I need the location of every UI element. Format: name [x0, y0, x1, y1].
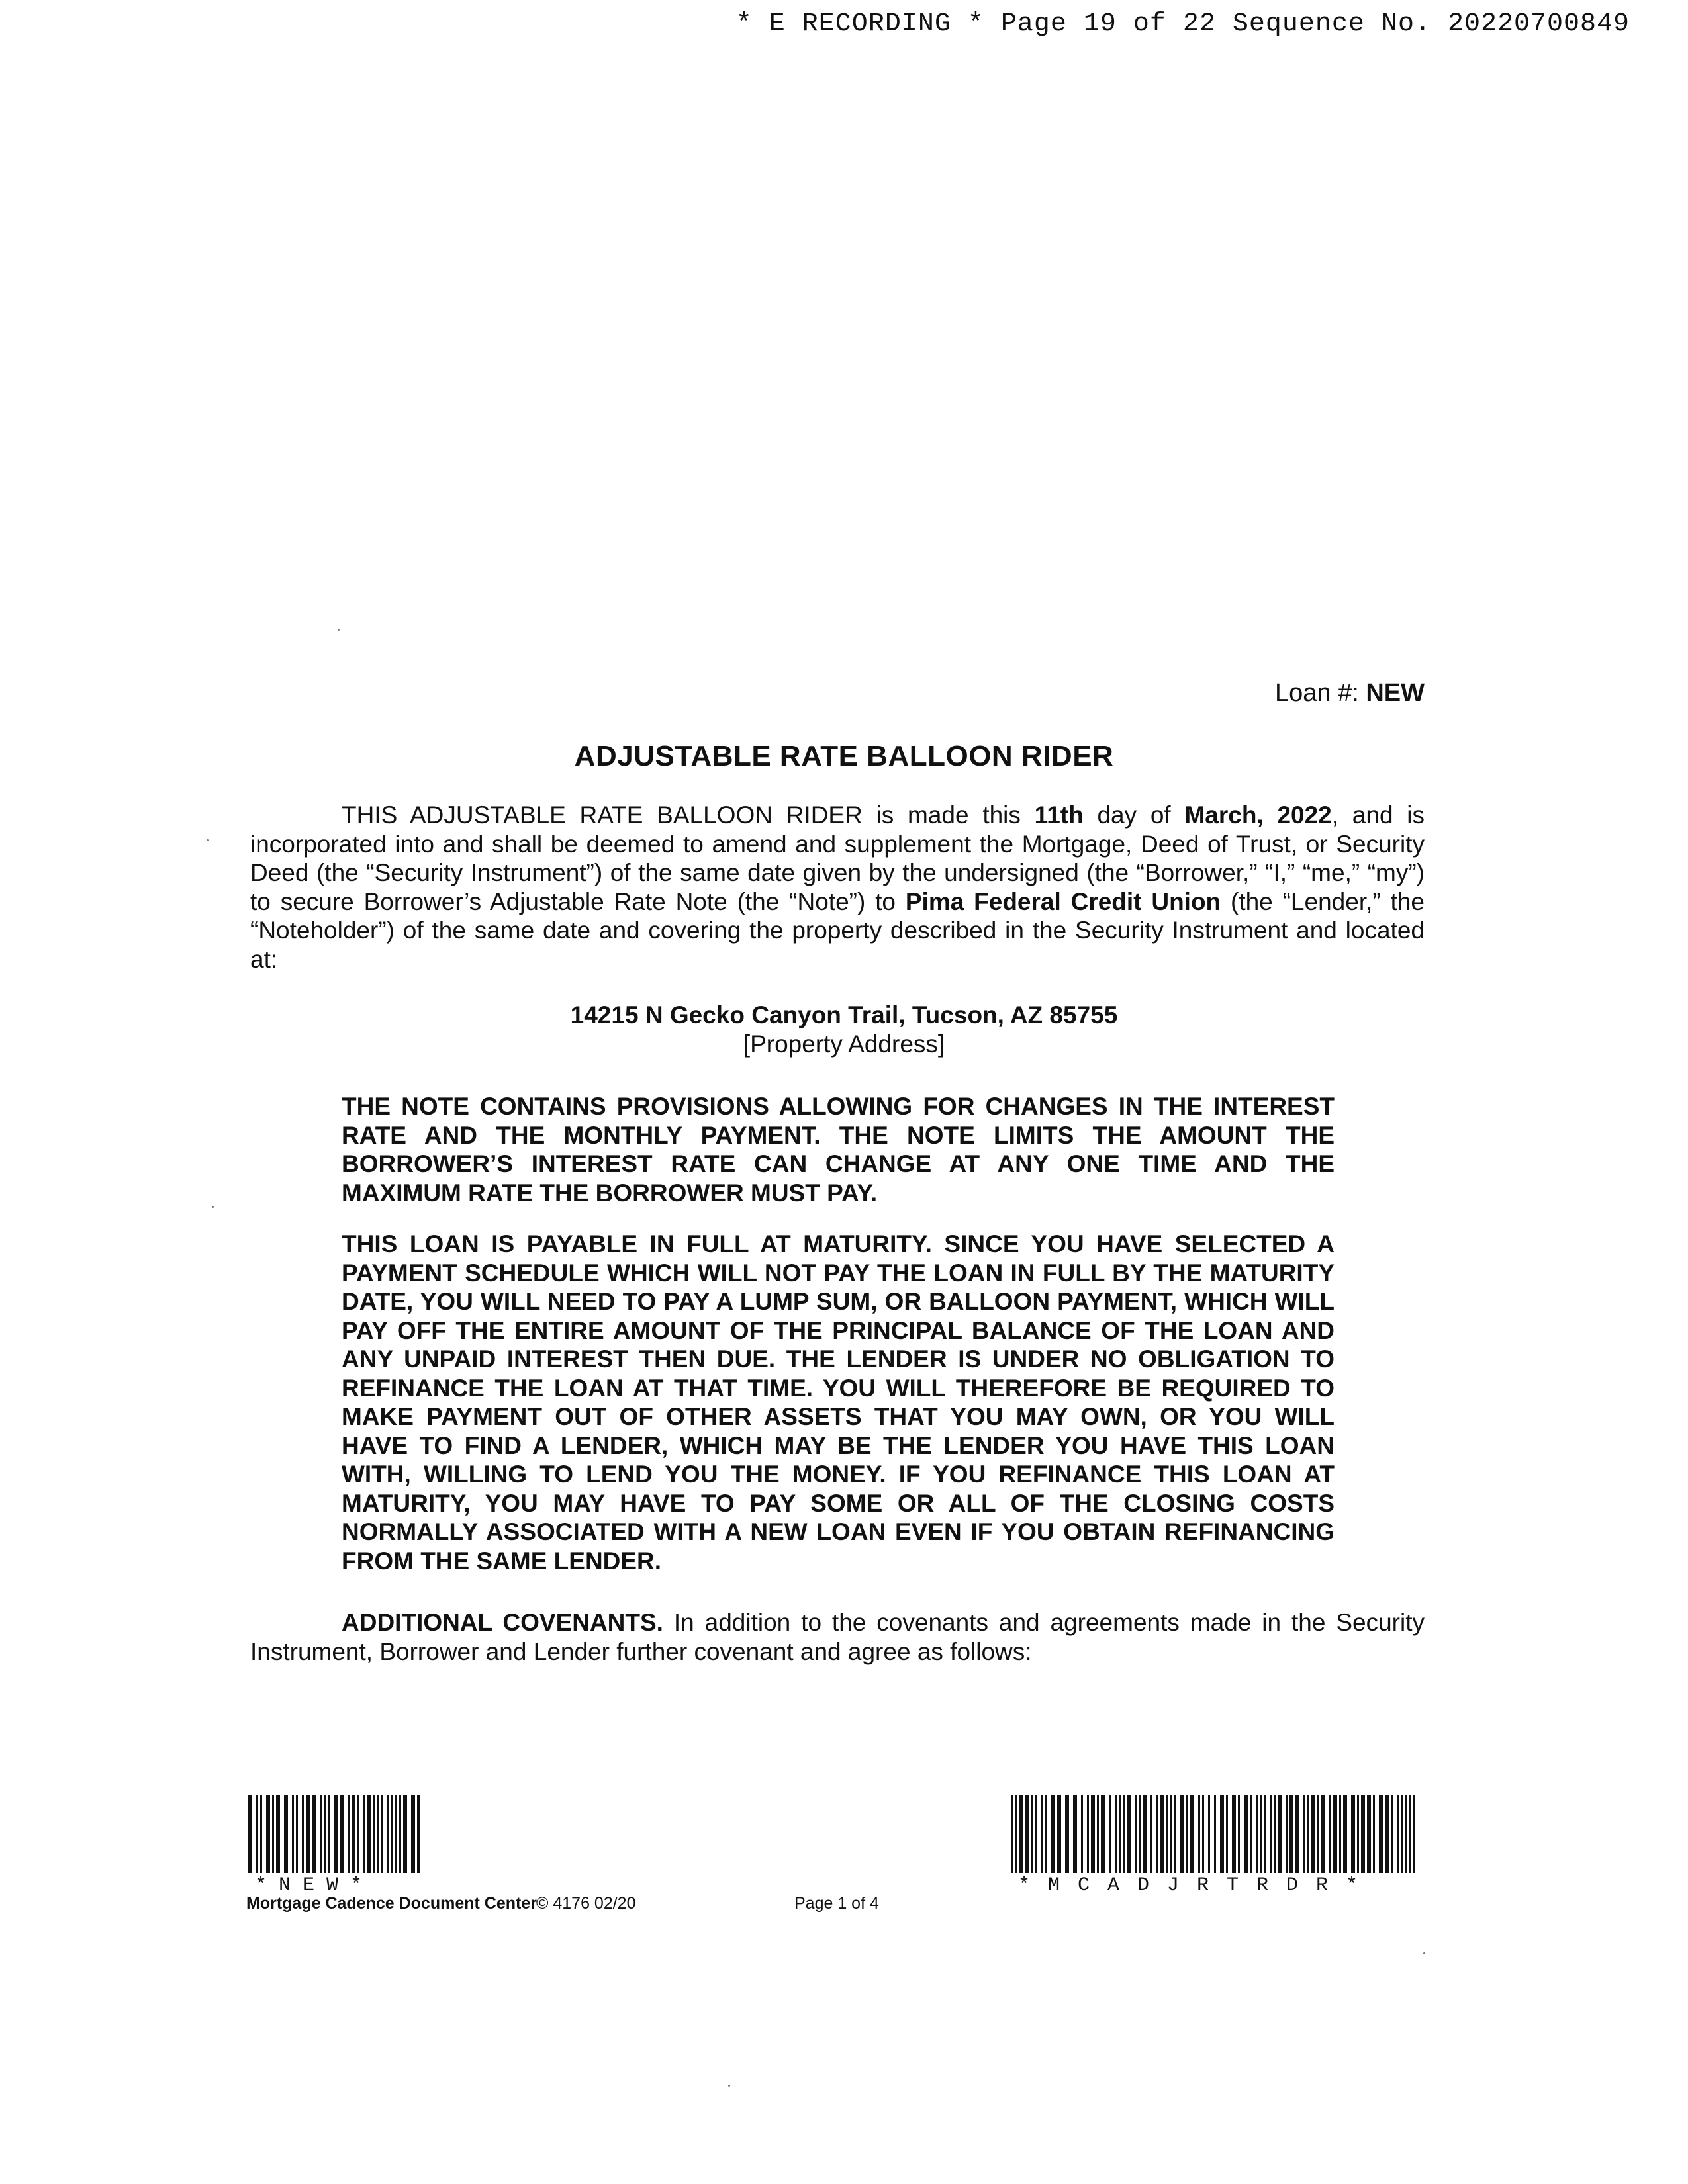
- barcode-bar: [1317, 1795, 1319, 1873]
- barcode-bar: [1015, 1795, 1017, 1873]
- barcode-bar: [367, 1795, 371, 1873]
- doc-center-label: Mortgage Cadence Document Center: [246, 1894, 537, 1913]
- barcode-bar: [1373, 1795, 1375, 1873]
- loan-number-line: [1275, 679, 1425, 707]
- barcode-bar: [1367, 1795, 1371, 1873]
- barcode-bar: [1361, 1795, 1365, 1873]
- barcode-bar: [1303, 1795, 1305, 1873]
- additional-covenants-paragraph: [250, 1608, 1425, 1666]
- barcode-bar: [1127, 1795, 1131, 1873]
- barcode-bar: [1081, 1795, 1083, 1873]
- barcode-bar: [1264, 1795, 1266, 1873]
- barcode-bar: [373, 1795, 375, 1873]
- barcode-bar: [1401, 1795, 1403, 1873]
- barcode-bar: [1405, 1795, 1407, 1873]
- scan-speck: [212, 1206, 214, 1208]
- barcode-bar: [266, 1795, 270, 1873]
- barcode-bar: [1208, 1795, 1210, 1873]
- barcode-left-text: *NEW*: [255, 1874, 375, 1897]
- lender-name: Pima Federal Credit Union: [905, 887, 1221, 915]
- scan-speck: [338, 629, 340, 631]
- barcode-bar: [357, 1795, 359, 1873]
- barcode-bar: [324, 1795, 326, 1873]
- barcode-right-bars: [1011, 1795, 1418, 1873]
- scan-speck: [207, 839, 209, 841]
- barcode-bar: [272, 1795, 274, 1873]
- barcode-bar: [284, 1795, 288, 1873]
- scan-speck: [728, 2085, 730, 2087]
- barcode-right: [1011, 1795, 1418, 1873]
- loan-number-label: Loan #:: [1274, 679, 1359, 707]
- barcode-bar: [1115, 1795, 1117, 1873]
- barcode-bar: [276, 1795, 280, 1873]
- barcode-bar: [1035, 1795, 1037, 1873]
- barcode-bar: [1143, 1795, 1147, 1873]
- barcode-bar: [1025, 1795, 1029, 1873]
- barcode-bar: [1260, 1795, 1262, 1873]
- barcode-bar: [395, 1795, 397, 1873]
- barcode-bar: [260, 1795, 262, 1873]
- intro-text-4: (the “Lender,” the “Noteholder”) of the same date and covering the property described in the Security Instrument and located at:: [250, 887, 1425, 973]
- barcode-bar: [1170, 1795, 1172, 1873]
- barcode-bar: [1041, 1795, 1043, 1873]
- barcode-bar: [399, 1795, 401, 1873]
- barcode-bar: [1333, 1795, 1337, 1873]
- barcode-bar: [1295, 1795, 1299, 1873]
- barcode-bar: [1220, 1795, 1224, 1873]
- barcode-bar: [1045, 1795, 1047, 1873]
- document-title: ADJUSTABLE RATE BALLOON RIDER: [574, 740, 1114, 772]
- rider-day: 11th: [1034, 801, 1084, 829]
- barcode-bar: [1123, 1795, 1125, 1873]
- barcode-bar: [1097, 1795, 1099, 1873]
- barcode-bar: [296, 1795, 298, 1873]
- barcode-bar: [1186, 1795, 1188, 1873]
- barcode-bar: [1057, 1795, 1061, 1873]
- barcode-bar: [1150, 1795, 1152, 1873]
- barcode-bar: [340, 1795, 344, 1873]
- barcode-bar: [1073, 1795, 1077, 1873]
- barcode-bar: [1250, 1795, 1252, 1873]
- barcode-bar: [352, 1795, 355, 1873]
- barcode-bar: [1244, 1795, 1248, 1873]
- barcode-right-text: *MCADJRTRDR*: [1018, 1874, 1376, 1897]
- barcode-bar: [411, 1795, 415, 1873]
- barcode-bar: [328, 1795, 330, 1873]
- barcode-bar: [1274, 1795, 1276, 1873]
- barcode-bar: [1174, 1795, 1176, 1873]
- barcode-bar: [348, 1795, 350, 1873]
- barcode-bar: [1278, 1795, 1282, 1873]
- barcode-bar: [292, 1795, 294, 1873]
- barcode-bar: [417, 1795, 420, 1873]
- scan-speck: [1423, 1952, 1425, 1954]
- barcode-bar: [1166, 1795, 1168, 1873]
- barcode-bar: [1311, 1795, 1315, 1873]
- barcode-bar: [1135, 1795, 1137, 1873]
- form-number: © 4176 02/20: [536, 1894, 636, 1913]
- barcode-bar: [1156, 1795, 1158, 1873]
- barcode-bar: [1343, 1795, 1347, 1873]
- barcode-bar: [377, 1795, 379, 1873]
- barcode-bar: [1065, 1795, 1069, 1873]
- barcode-bar: [1101, 1795, 1105, 1873]
- barcode-bar: [1397, 1795, 1399, 1873]
- barcode-bar: [1190, 1795, 1194, 1873]
- barcode-bar: [1051, 1795, 1055, 1873]
- barcode-bar: [1109, 1795, 1111, 1873]
- barcode-bar: [1180, 1795, 1184, 1873]
- barcode-bar: [1357, 1795, 1359, 1873]
- barcode-bar: [387, 1795, 389, 1873]
- barcode-bar: [248, 1795, 252, 1873]
- barcode-left-bars: [248, 1795, 420, 1873]
- balloon-notice: THIS LOAN IS PAYABLE IN FULL AT MATURITY. SINCE YOU HAVE SELECTED A PAYMENT SCHEDULE WHICH WILL NOT PAY THE LOAN IN FULL BY THE MATURITY DATE, YOU WILL NEED TO PAY A LUMP SUM, OR BALLOON PAYMENT, WHICH WILL PAY OFF THE ENTIRE AMOUNT OF THE PRINCIPAL BALANCE OF THE LOAN AND ANY UNPAID INTEREST THEN DUE. THE LENDER IS UNDER NO OBLIGATION TO REFINANCE THE LOAN AT THAT TIME. YOU WILL THEREFORE BE REQUIRED TO MAKE PAYMENT OUT OF OTHER ASSETS THAT YOU MAY OWN, OR YOU WILL HAVE TO FIND A LENDER, WHICH MAY BE THE LENDER YOU HAVE THIS LOAN WITH, WILLING TO LEND YOU THE MONEY. IF YOU REFINANCE THIS LOAN AT MATURITY, YOU MAY HAVE TO PAY SOME OR ALL OF THE CLOSING COSTS NORMALLY ASSOCIATED WITH A NEW LOAN EVEN IF YOU OBTAIN REFINANCING FROM THE SAME LENDER.: [342, 1230, 1335, 1574]
- loan-number-value: NEW: [1366, 679, 1425, 707]
- rate-change-notice: THE NOTE CONTAINS PROVISIONS ALLOWING FOR CHANGES IN THE INTEREST RATE AND THE MONTHLY PAYMENT. THE NOTE LIMITS THE AMOUNT THE BORROWER’S INTEREST RATE CAN CHANGE AT ANY ONE TIME AND THE MAXIMUM RATE THE BORROWER MUST PAY.: [342, 1093, 1335, 1206]
- barcode-bar: [381, 1795, 383, 1873]
- barcode-bar: [1329, 1795, 1331, 1873]
- barcode-bar: [334, 1795, 338, 1873]
- barcode-bar: [1286, 1795, 1288, 1873]
- barcode-bar: [1019, 1795, 1023, 1873]
- covenants-text: In addition to the covenants and agreements made in the Security Instrument, Borrower and Lender further covenant and agree as follows:: [250, 1609, 1425, 1665]
- barcode-bar: [1214, 1795, 1216, 1873]
- barcode-bar: [1351, 1795, 1355, 1873]
- barcode-bar: [1198, 1795, 1200, 1873]
- barcode-bar: [1307, 1795, 1309, 1873]
- barcode-left: [248, 1795, 420, 1873]
- barcode-bar: [1391, 1795, 1393, 1873]
- barcode-bar: [1226, 1795, 1228, 1873]
- barcode-bar: [1031, 1795, 1033, 1873]
- barcode-bar: [1270, 1795, 1272, 1873]
- barcode-bar: [1379, 1795, 1383, 1873]
- barcode-bar: [1087, 1795, 1089, 1873]
- barcode-bar: [1385, 1795, 1389, 1873]
- rider-date: March, 2022: [1184, 801, 1332, 829]
- barcode-bar: [1202, 1795, 1204, 1873]
- intro-text-3: , and is incorporated into and shall be deemed to amend and supplement the Mortgage, Deed of Trust, or Security Deed (the “Security Instrument”) of the same date given by the undersigned (the “Borrower,” “I,” “me,” “my”) to secure Borrower’s Adjustable Rate Note (the “Note”) to: [250, 801, 1425, 915]
- recording-stamp: * E RECORDING * Page 19 of 22 Sequence No. 20220700849: [735, 9, 1630, 39]
- property-address-label: [Property Address]: [743, 1030, 945, 1058]
- barcode-bar: [1256, 1795, 1258, 1873]
- barcode-bar: [312, 1795, 316, 1873]
- page-number: Page 1 of 4: [794, 1894, 879, 1913]
- barcode-bar: [1339, 1795, 1341, 1873]
- barcode-bar: [1413, 1795, 1415, 1873]
- barcode-bar: [1011, 1795, 1013, 1873]
- property-address: 14215 N Gecko Canyon Trail, Tucson, AZ 85755: [570, 1001, 1118, 1028]
- barcode-bar: [1091, 1795, 1095, 1873]
- barcode-bar: [1289, 1795, 1293, 1873]
- barcode-bar: [1160, 1795, 1164, 1873]
- barcode-bar: [256, 1795, 258, 1873]
- intro-text-1: THIS ADJUSTABLE RATE BALLOON RIDER is made this: [342, 801, 1035, 829]
- barcode-bar: [1119, 1795, 1121, 1873]
- intro-text-2: day of: [1083, 801, 1185, 829]
- barcode-bar: [1139, 1795, 1141, 1873]
- barcode-bar: [1238, 1795, 1240, 1873]
- barcode-bar: [1321, 1795, 1325, 1873]
- intro-paragraph: [250, 801, 1425, 974]
- barcode-bar: [1232, 1795, 1236, 1873]
- barcode-bar: [1409, 1795, 1411, 1873]
- barcode-bar: [363, 1795, 365, 1873]
- barcode-bar: [306, 1795, 310, 1873]
- property-address-block: [0, 1001, 1688, 1059]
- barcode-bar: [302, 1795, 304, 1873]
- covenants-heading: ADDITIONAL COVENANTS.: [342, 1609, 663, 1636]
- barcode-bar: [391, 1795, 393, 1873]
- barcode-bar: [403, 1795, 407, 1873]
- barcode-bar: [320, 1795, 322, 1873]
